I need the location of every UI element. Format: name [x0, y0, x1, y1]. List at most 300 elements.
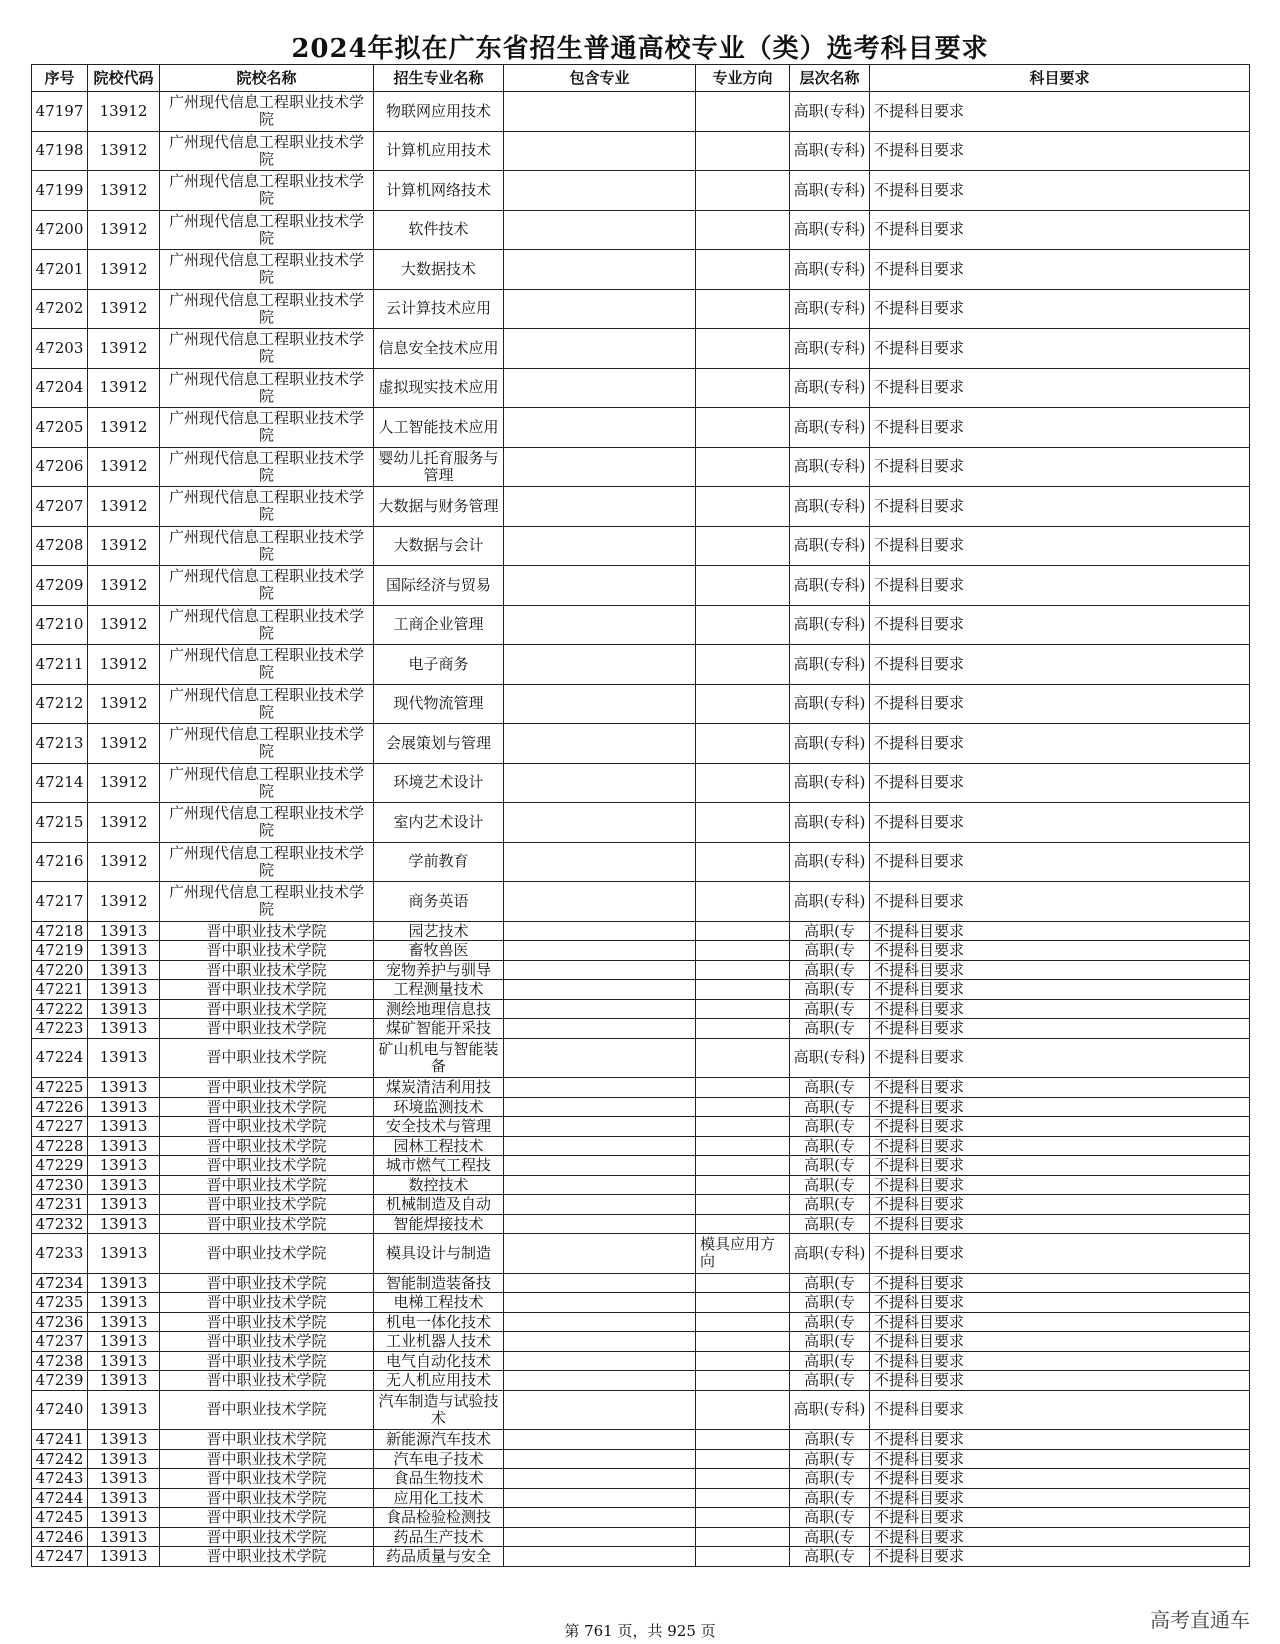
- row-include: [504, 92, 696, 132]
- row-school: 广州现代信息工程职业技术学院: [160, 724, 374, 764]
- row-level: 高职(专: [790, 1273, 870, 1293]
- row-seq: 47238: [32, 1351, 88, 1371]
- row-seq: 47239: [32, 1371, 88, 1391]
- row-seq: 47202: [32, 289, 88, 329]
- row-code: 13913: [88, 1038, 160, 1078]
- row-major: 学前教育: [374, 842, 504, 882]
- row-code: 13912: [88, 289, 160, 329]
- row-requirement: 不提科目要求: [870, 1175, 1250, 1195]
- row-level: 高职(专: [790, 1195, 870, 1215]
- row-school: 广州现代信息工程职业技术学院: [160, 605, 374, 645]
- row-code: 13912: [88, 210, 160, 250]
- row-seq: 47243: [32, 1469, 88, 1489]
- row-code: 13913: [88, 1136, 160, 1156]
- row-major: 测绘地理信息技: [374, 999, 504, 1019]
- row-code: 13912: [88, 487, 160, 527]
- table-row: [32, 1449, 1250, 1469]
- row-major: 室内艺术设计: [374, 803, 504, 843]
- row-code: 13912: [88, 566, 160, 606]
- row-school: 晋中职业技术学院: [160, 921, 374, 941]
- table-row: [32, 1469, 1250, 1489]
- row-level: 高职(专科): [790, 329, 870, 369]
- row-requirement: 不提科目要求: [870, 1234, 1250, 1274]
- row-level: 高职(专: [790, 980, 870, 1000]
- row-seq: 47231: [32, 1195, 88, 1215]
- row-direction: [696, 1351, 790, 1371]
- header-direction: 专业方向: [696, 65, 790, 92]
- row-requirement: 不提科目要求: [870, 842, 1250, 882]
- row-level: 高职(专科): [790, 250, 870, 290]
- row-include: [504, 131, 696, 171]
- row-requirement: 不提科目要求: [870, 921, 1250, 941]
- table-row: [32, 329, 1250, 369]
- header-include: 包含专业: [504, 65, 696, 92]
- table-body: [32, 92, 1250, 1567]
- row-seq: 47212: [32, 684, 88, 724]
- row-school: 广州现代信息工程职业技术学院: [160, 289, 374, 329]
- table-row: [32, 210, 1250, 250]
- row-code: 13913: [88, 1175, 160, 1195]
- row-seq: 47241: [32, 1430, 88, 1450]
- row-major: 汽车制造与试验技术: [374, 1390, 504, 1430]
- table-row: [32, 882, 1250, 922]
- table-row: [32, 1078, 1250, 1098]
- row-school: 晋中职业技术学院: [160, 960, 374, 980]
- row-major: 环境监测技术: [374, 1097, 504, 1117]
- row-requirement: 不提科目要求: [870, 605, 1250, 645]
- row-requirement: 不提科目要求: [870, 1527, 1250, 1547]
- row-major: 大数据与会计: [374, 526, 504, 566]
- row-direction: [696, 487, 790, 527]
- table-row: [32, 803, 1250, 843]
- table-row: [32, 724, 1250, 764]
- row-code: 13912: [88, 605, 160, 645]
- row-requirement: 不提科目要求: [870, 763, 1250, 803]
- table-row: [32, 1488, 1250, 1508]
- row-include: [504, 842, 696, 882]
- row-direction: [696, 980, 790, 1000]
- row-level: 高职(专: [790, 1175, 870, 1195]
- table-row: [32, 1156, 1250, 1176]
- row-school: 晋中职业技术学院: [160, 1097, 374, 1117]
- row-include: [504, 921, 696, 941]
- table-row: [32, 921, 1250, 941]
- row-direction: [696, 1214, 790, 1234]
- row-seq: 47215: [32, 803, 88, 843]
- header-school: 院校名称: [160, 65, 374, 92]
- row-requirement: 不提科目要求: [870, 210, 1250, 250]
- row-include: [504, 999, 696, 1019]
- row-direction: [696, 289, 790, 329]
- table-row: [32, 999, 1250, 1019]
- row-major: 汽车电子技术: [374, 1449, 504, 1469]
- row-direction: [696, 566, 790, 606]
- table-row: [32, 250, 1250, 290]
- row-code: 13913: [88, 999, 160, 1019]
- row-level: 高职(专: [790, 1293, 870, 1313]
- row-code: 13913: [88, 1332, 160, 1352]
- row-seq: 47206: [32, 447, 88, 487]
- row-school: 晋中职业技术学院: [160, 1175, 374, 1195]
- row-seq: 47234: [32, 1273, 88, 1293]
- row-include: [504, 171, 696, 211]
- row-include: [504, 1312, 696, 1332]
- row-seq: 47228: [32, 1136, 88, 1156]
- row-school: 晋中职业技术学院: [160, 1273, 374, 1293]
- row-seq: 47216: [32, 842, 88, 882]
- table-row: [32, 1371, 1250, 1391]
- table-row: [32, 1019, 1250, 1039]
- row-direction: [696, 131, 790, 171]
- row-code: 13912: [88, 329, 160, 369]
- row-major: 虚拟现实技术应用: [374, 368, 504, 408]
- row-direction: [696, 210, 790, 250]
- row-seq: 47245: [32, 1508, 88, 1528]
- row-include: [504, 447, 696, 487]
- row-seq: 47225: [32, 1078, 88, 1098]
- row-school: 广州现代信息工程职业技术学院: [160, 526, 374, 566]
- row-direction: [696, 960, 790, 980]
- row-requirement: 不提科目要求: [870, 1195, 1250, 1215]
- row-code: 13913: [88, 960, 160, 980]
- row-include: [504, 941, 696, 961]
- row-major: 智能焊接技术: [374, 1214, 504, 1234]
- table-row: [32, 1508, 1250, 1528]
- row-include: [504, 724, 696, 764]
- row-school: 晋中职业技术学院: [160, 1351, 374, 1371]
- row-level: 高职(专科): [790, 447, 870, 487]
- header-level: 层次名称: [790, 65, 870, 92]
- row-major: 机械制造及自动: [374, 1195, 504, 1215]
- row-requirement: 不提科目要求: [870, 882, 1250, 922]
- table-row: [32, 368, 1250, 408]
- row-code: 13913: [88, 921, 160, 941]
- row-seq: 47210: [32, 605, 88, 645]
- row-direction: [696, 1136, 790, 1156]
- table-row: [32, 1332, 1250, 1352]
- row-include: [504, 1136, 696, 1156]
- table-row: [32, 1038, 1250, 1078]
- table-row: [32, 1547, 1250, 1567]
- row-code: 13913: [88, 1351, 160, 1371]
- row-level: 高职(专: [790, 1332, 870, 1352]
- row-school: 晋中职业技术学院: [160, 1449, 374, 1469]
- row-code: 13912: [88, 250, 160, 290]
- row-direction: [696, 1078, 790, 1098]
- row-direction: [696, 763, 790, 803]
- row-requirement: 不提科目要求: [870, 960, 1250, 980]
- row-level: 高职(专科): [790, 92, 870, 132]
- row-code: 13912: [88, 131, 160, 171]
- table-row: [32, 447, 1250, 487]
- row-direction: [696, 92, 790, 132]
- row-code: 13913: [88, 941, 160, 961]
- row-direction: [696, 1469, 790, 1489]
- row-include: [504, 1293, 696, 1313]
- row-level: 高职(专科): [790, 684, 870, 724]
- row-direction: [696, 250, 790, 290]
- row-include: [504, 408, 696, 448]
- row-direction: [696, 368, 790, 408]
- row-include: [504, 960, 696, 980]
- row-requirement: 不提科目要求: [870, 408, 1250, 448]
- row-direction: 模具应用方向: [696, 1234, 790, 1274]
- row-seq: 47221: [32, 980, 88, 1000]
- row-level: 高职(专科): [790, 368, 870, 408]
- row-level: 高职(专科): [790, 842, 870, 882]
- row-requirement: 不提科目要求: [870, 447, 1250, 487]
- row-direction: [696, 724, 790, 764]
- row-direction: [696, 1430, 790, 1450]
- row-code: 13913: [88, 1293, 160, 1313]
- row-major: 电梯工程技术: [374, 1293, 504, 1313]
- table-row: [32, 289, 1250, 329]
- row-include: [504, 1449, 696, 1469]
- row-seq: 47230: [32, 1175, 88, 1195]
- row-major: 国际经济与贸易: [374, 566, 504, 606]
- row-level: 高职(专科): [790, 171, 870, 211]
- row-school: 广州现代信息工程职业技术学院: [160, 210, 374, 250]
- table-row: [32, 1097, 1250, 1117]
- row-level: 高职(专: [790, 1430, 870, 1450]
- table-row: [32, 1527, 1250, 1547]
- row-seq: 47235: [32, 1293, 88, 1313]
- row-direction: [696, 645, 790, 685]
- row-requirement: 不提科目要求: [870, 684, 1250, 724]
- table-row: [32, 1175, 1250, 1195]
- row-major: 煤矿智能开采技: [374, 1019, 504, 1039]
- row-direction: [696, 803, 790, 843]
- row-school: 晋中职业技术学院: [160, 1371, 374, 1391]
- row-requirement: 不提科目要求: [870, 1293, 1250, 1313]
- row-code: 13912: [88, 526, 160, 566]
- row-school: 广州现代信息工程职业技术学院: [160, 447, 374, 487]
- row-major: 畜牧兽医: [374, 941, 504, 961]
- row-requirement: 不提科目要求: [870, 1156, 1250, 1176]
- header-code: 院校代码: [88, 65, 160, 92]
- row-school: 晋中职业技术学院: [160, 1312, 374, 1332]
- row-major: 环境艺术设计: [374, 763, 504, 803]
- row-school: 广州现代信息工程职业技术学院: [160, 763, 374, 803]
- row-school: 晋中职业技术学院: [160, 1508, 374, 1528]
- row-level: 高职(专科): [790, 1390, 870, 1430]
- row-seq: 47229: [32, 1156, 88, 1176]
- row-direction: [696, 1273, 790, 1293]
- row-major: 药品生产技术: [374, 1527, 504, 1547]
- row-seq: 47198: [32, 131, 88, 171]
- row-school: 广州现代信息工程职业技术学院: [160, 487, 374, 527]
- row-direction: [696, 941, 790, 961]
- row-seq: 47223: [32, 1019, 88, 1039]
- row-major: 城市燃气工程技: [374, 1156, 504, 1176]
- row-school: 晋中职业技术学院: [160, 1293, 374, 1313]
- row-include: [504, 1038, 696, 1078]
- row-seq: 47247: [32, 1547, 88, 1567]
- row-requirement: 不提科目要求: [870, 999, 1250, 1019]
- row-major: 电气自动化技术: [374, 1351, 504, 1371]
- row-major: 软件技术: [374, 210, 504, 250]
- row-seq: 47233: [32, 1234, 88, 1274]
- row-major: 现代物流管理: [374, 684, 504, 724]
- row-requirement: 不提科目要求: [870, 980, 1250, 1000]
- row-seq: 47205: [32, 408, 88, 448]
- row-requirement: 不提科目要求: [870, 1449, 1250, 1469]
- table-row: [32, 1273, 1250, 1293]
- table-row: [32, 1136, 1250, 1156]
- row-level: 高职(专科): [790, 763, 870, 803]
- row-requirement: 不提科目要求: [870, 1390, 1250, 1430]
- row-include: [504, 1508, 696, 1528]
- row-code: 13913: [88, 1547, 160, 1567]
- row-school: 广州现代信息工程职业技术学院: [160, 408, 374, 448]
- row-major: 模具设计与制造: [374, 1234, 504, 1274]
- row-direction: [696, 921, 790, 941]
- row-requirement: 不提科目要求: [870, 1351, 1250, 1371]
- row-level: 高职(专: [790, 1214, 870, 1234]
- row-level: 高职(专科): [790, 408, 870, 448]
- row-seq: 47227: [32, 1117, 88, 1137]
- row-major: 应用化工技术: [374, 1488, 504, 1508]
- row-level: 高职(专: [790, 1449, 870, 1469]
- row-school: 广州现代信息工程职业技术学院: [160, 368, 374, 408]
- table-row: [32, 566, 1250, 606]
- row-seq: 47219: [32, 941, 88, 961]
- row-direction: [696, 329, 790, 369]
- row-include: [504, 526, 696, 566]
- row-requirement: 不提科目要求: [870, 487, 1250, 527]
- table-row: [32, 487, 1250, 527]
- row-major: 物联网应用技术: [374, 92, 504, 132]
- row-level: 高职(专科): [790, 605, 870, 645]
- row-level: 高职(专: [790, 999, 870, 1019]
- row-direction: [696, 1293, 790, 1313]
- row-level: 高职(专: [790, 1019, 870, 1039]
- row-include: [504, 605, 696, 645]
- row-school: 广州现代信息工程职业技术学院: [160, 131, 374, 171]
- row-include: [504, 1430, 696, 1450]
- row-seq: 47214: [32, 763, 88, 803]
- table-row: [32, 1430, 1250, 1450]
- row-requirement: 不提科目要求: [870, 1117, 1250, 1137]
- table-row: [32, 408, 1250, 448]
- row-level: 高职(专: [790, 1371, 870, 1391]
- row-code: 13913: [88, 1508, 160, 1528]
- table-row: [32, 1351, 1250, 1371]
- row-school: 晋中职业技术学院: [160, 1430, 374, 1450]
- row-level: 高职(专科): [790, 724, 870, 764]
- row-include: [504, 1175, 696, 1195]
- row-include: [504, 1078, 696, 1098]
- row-seq: 47203: [32, 329, 88, 369]
- row-direction: [696, 842, 790, 882]
- row-code: 13913: [88, 1117, 160, 1137]
- row-major: 信息安全技术应用: [374, 329, 504, 369]
- row-seq: 47244: [32, 1488, 88, 1508]
- row-seq: 47217: [32, 882, 88, 922]
- row-include: [504, 645, 696, 685]
- row-include: [504, 368, 696, 408]
- row-requirement: 不提科目要求: [870, 1312, 1250, 1332]
- table-row: [32, 980, 1250, 1000]
- row-include: [504, 329, 696, 369]
- row-school: 广州现代信息工程职业技术学院: [160, 645, 374, 685]
- row-requirement: 不提科目要求: [870, 724, 1250, 764]
- row-requirement: 不提科目要求: [870, 645, 1250, 685]
- row-school: 晋中职业技术学院: [160, 941, 374, 961]
- row-school: 广州现代信息工程职业技术学院: [160, 566, 374, 606]
- row-requirement: 不提科目要求: [870, 1547, 1250, 1567]
- row-requirement: 不提科目要求: [870, 1019, 1250, 1039]
- header-major: 招生专业名称: [374, 65, 504, 92]
- row-seq: 47201: [32, 250, 88, 290]
- row-seq: 47232: [32, 1214, 88, 1234]
- row-code: 13913: [88, 1214, 160, 1234]
- row-requirement: 不提科目要求: [870, 941, 1250, 961]
- row-school: 晋中职业技术学院: [160, 1136, 374, 1156]
- row-level: 高职(专: [790, 1136, 870, 1156]
- row-code: 13912: [88, 645, 160, 685]
- table-row: [32, 684, 1250, 724]
- row-major: 大数据技术: [374, 250, 504, 290]
- row-school: 晋中职业技术学院: [160, 1195, 374, 1215]
- row-include: [504, 487, 696, 527]
- row-major: 工业机器人技术: [374, 1332, 504, 1352]
- row-requirement: 不提科目要求: [870, 1136, 1250, 1156]
- row-code: 13913: [88, 1019, 160, 1039]
- row-seq: 47226: [32, 1097, 88, 1117]
- row-school: 晋中职业技术学院: [160, 999, 374, 1019]
- row-include: [504, 1547, 696, 1567]
- row-direction: [696, 1547, 790, 1567]
- table-row: [32, 1312, 1250, 1332]
- brand-watermark: 高考直通车: [1150, 1608, 1250, 1632]
- row-level: 高职(专科): [790, 803, 870, 843]
- row-requirement: 不提科目要求: [870, 1469, 1250, 1489]
- row-seq: 47242: [32, 1449, 88, 1469]
- row-requirement: 不提科目要求: [870, 1430, 1250, 1450]
- row-seq: 47236: [32, 1312, 88, 1332]
- row-code: 13912: [88, 408, 160, 448]
- row-requirement: 不提科目要求: [870, 250, 1250, 290]
- row-direction: [696, 171, 790, 211]
- row-school: 晋中职业技术学院: [160, 1390, 374, 1430]
- row-code: 13913: [88, 1097, 160, 1117]
- row-code: 13913: [88, 1430, 160, 1450]
- table-row: [32, 171, 1250, 211]
- row-code: 13912: [88, 842, 160, 882]
- row-direction: [696, 1332, 790, 1352]
- row-requirement: 不提科目要求: [870, 329, 1250, 369]
- row-level: 高职(专: [790, 1156, 870, 1176]
- row-level: 高职(专: [790, 1469, 870, 1489]
- row-requirement: 不提科目要求: [870, 171, 1250, 211]
- row-seq: 47213: [32, 724, 88, 764]
- row-seq: 47199: [32, 171, 88, 211]
- row-level: 高职(专科): [790, 1038, 870, 1078]
- row-school: 广州现代信息工程职业技术学院: [160, 842, 374, 882]
- table-row: [32, 1117, 1250, 1137]
- row-include: [504, 289, 696, 329]
- row-seq: 47197: [32, 92, 88, 132]
- row-major: 数控技术: [374, 1175, 504, 1195]
- row-major: 药品质量与安全: [374, 1547, 504, 1567]
- row-direction: [696, 1312, 790, 1332]
- row-direction: [696, 999, 790, 1019]
- row-direction: [696, 1156, 790, 1176]
- row-requirement: 不提科目要求: [870, 1214, 1250, 1234]
- table-header-row: [32, 65, 1250, 92]
- row-major: 工程测量技术: [374, 980, 504, 1000]
